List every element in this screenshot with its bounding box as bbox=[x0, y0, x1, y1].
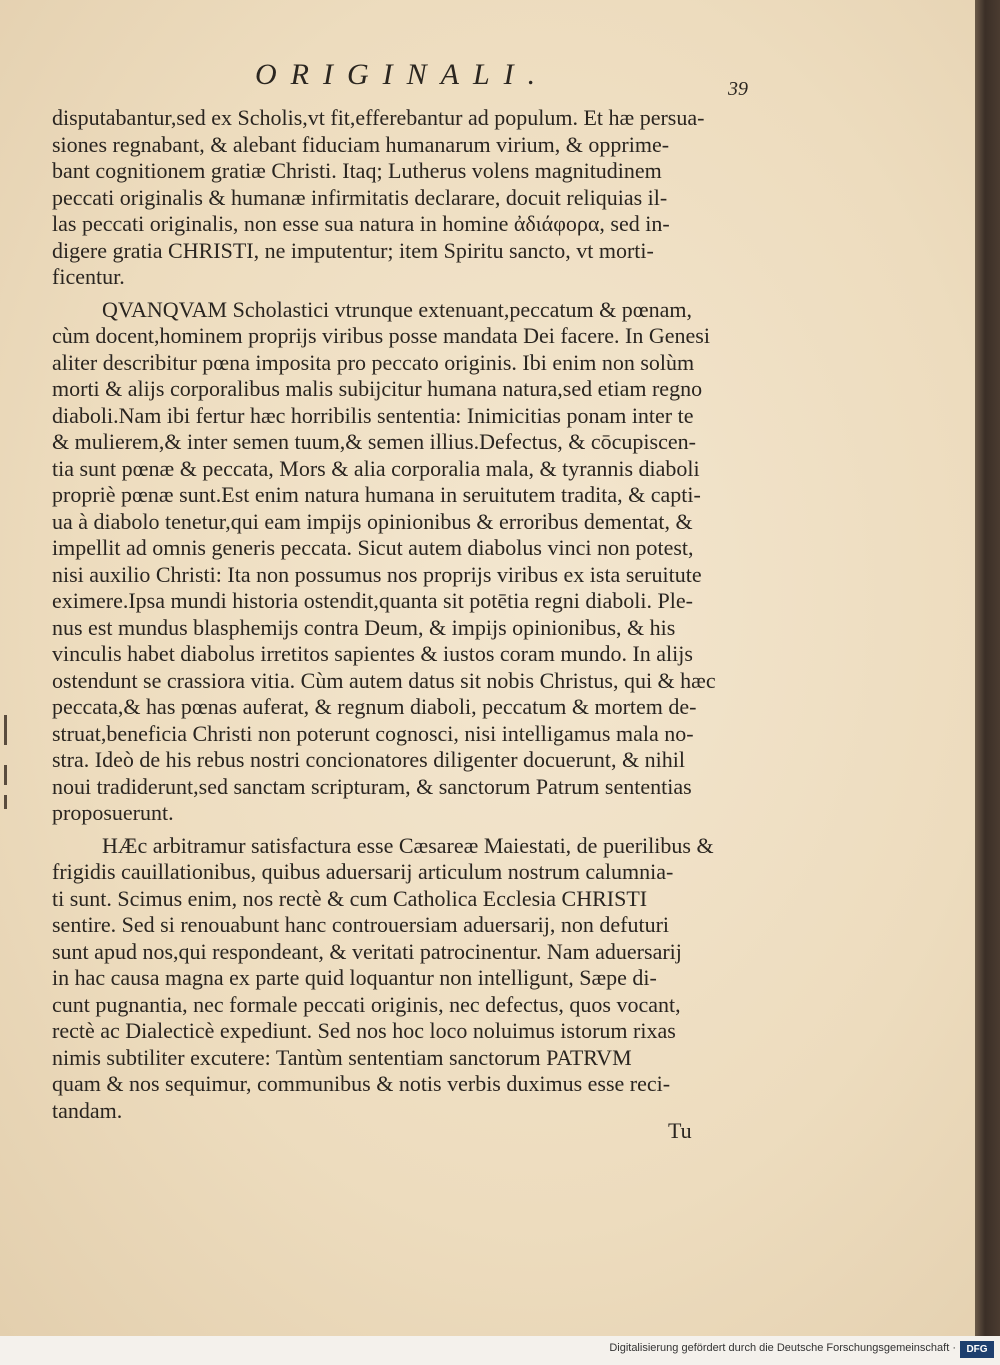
text-line: & mulierem,& inter semen tuum,& semen illius.Defectus, & cōcupiscen- bbox=[52, 429, 696, 454]
text-line: morti & alijs corporalibus malis subijcitur humana natura,sed etiam regno bbox=[52, 376, 703, 401]
text-line: bant cognitionem gratiæ Christi. Itaq; Lutherus volens magnitudinem bbox=[52, 158, 662, 183]
margin-mark bbox=[4, 715, 7, 745]
text-line: ficentur. bbox=[52, 264, 125, 289]
catchword: Tu bbox=[668, 1118, 692, 1143]
text-line: nisi auxilio Christi: Ita non possumus nos proprijs viribus ex ista seruitute bbox=[52, 561, 702, 587]
text-line: aliter describitur pœna imposita pro peccato originis. Ibi enim non solùm bbox=[52, 349, 695, 375]
text-line: HÆc arbitramur satisfactura esse Cæsareæ Maiestati, de puerilibus & bbox=[102, 832, 714, 858]
text-line: peccati originalis & humanæ infirmitatis declarare, docuit reliquias il- bbox=[52, 184, 668, 210]
text-line: siones regnabant, & alebant fiduciam humanarum virium, & opprime- bbox=[52, 131, 670, 157]
running-header: ORIGINALI. bbox=[255, 58, 550, 91]
text-line: diaboli.Nam ibi fertur hæc horribilis sententia: Inimicitias ponam inter te bbox=[52, 402, 694, 428]
footer-bar bbox=[0, 1336, 1000, 1365]
text-line: disputabantur,sed ex Scholis,vt fit,efferebantur ad populum. Et hæ persua- bbox=[52, 105, 705, 130]
page-number: 39 bbox=[728, 78, 748, 100]
text-line: stra. Ideò de his rebus nostri concionatores diligenter docuerunt, & nihil bbox=[52, 747, 685, 772]
text-line: cunt pugnantia, nec formale peccati originis, nec defectus, quos vocant, bbox=[52, 991, 681, 1017]
text-line: QVANQVAM Scholastici vtrunque extenuant,peccatum & pœnam, bbox=[102, 296, 693, 322]
text-line: in hac causa magna ex parte quid loquantur non intelligunt, Sæpe di- bbox=[52, 965, 657, 990]
text-line: tia sunt pœnæ & peccata, Mors & alia corporalia mala, & tyrannis diaboli bbox=[52, 455, 700, 481]
dfg-logo: DFG bbox=[960, 1341, 994, 1358]
footer-credit: Digitalisierung gefördert durch die Deutsche Forschungsgemeinschaft · bbox=[609, 1342, 956, 1354]
text-line: nimis subtiliter excutere: Tantùm sententiam sanctorum PATRVM bbox=[52, 1044, 632, 1070]
text-line: noui tradiderunt,sed sanctam scripturam, & sanctorum Patrum sententias bbox=[52, 773, 692, 799]
paragraph-3 bbox=[52, 833, 757, 1125]
body-text bbox=[52, 105, 757, 1124]
text-line: sunt apud nos,qui respondeant, & veritati patrocinentur. Nam aduersarij bbox=[52, 938, 682, 964]
text-line: peccata,& has pœnas auferat, & regnum diaboli, peccatum & mortem de- bbox=[52, 694, 697, 719]
margin-mark bbox=[4, 765, 7, 785]
text-line: tandam. bbox=[52, 1097, 123, 1123]
margin-mark bbox=[4, 795, 7, 809]
text-line: proposuerunt. bbox=[52, 800, 174, 825]
text-line: digere gratia CHRISTI, ne imputentur; item Spiritu sancto, vt morti- bbox=[52, 237, 654, 263]
text-line: impellit ad omnis generis peccata. Sicut autem diabolus vinci non potest, bbox=[52, 535, 694, 560]
text-line: ostendunt se crassiora vitia. Cùm autem datus sit nobis Christus, qui & hæc bbox=[52, 667, 716, 693]
text-line: ua à diabolo tenetur,qui eam impijs opinionibus & erroribus dementat, & bbox=[52, 508, 693, 534]
text-line: sentire. Sed si renouabunt hanc controuersiam aduersarij, non defuturi bbox=[52, 912, 670, 937]
text-line: struat,beneficia Christi non poterunt cognosci, nisi intelligamus mala no- bbox=[52, 720, 694, 746]
text-line: propriè pœnæ sunt.Est enim natura humana in seruitutem tradita, & capti- bbox=[52, 482, 701, 507]
text-line: eximere.Ipsa mundi historia ostendit,quanta sit potētia regni diaboli. Ple- bbox=[52, 588, 693, 613]
text-line: vinculis habet diabolus irretitos sapientes & iustos coram mundo. In alijs bbox=[52, 641, 693, 666]
text-line: cùm docent,hominem proprijs viribus posse mandata Dei facere. In Genesi bbox=[52, 323, 710, 348]
text-line: nus est mundus blasphemijs contra Deum, & impijs opinionibus, & his bbox=[52, 614, 676, 640]
text-line: ti sunt. Scimus enim, nos rectè & cum Catholica Ecclesia CHRISTI bbox=[52, 885, 648, 911]
text-line: las peccati originalis, non esse sua natura in homine ἀδιάφορα, sed in- bbox=[52, 211, 670, 236]
text-line: rectè ac Dialecticè expediunt. Sed nos hoc loco noluimus istorum rixas bbox=[52, 1018, 676, 1043]
book-binding-edge bbox=[975, 0, 1000, 1336]
text-line: quam & nos sequimur, communibus & notis verbis duximus esse reci- bbox=[52, 1071, 671, 1096]
paragraph-2 bbox=[52, 297, 757, 827]
text-line: frigidis cauillationibus, quibus aduersarij articulum nostrum calumnia- bbox=[52, 859, 674, 884]
paragraph-1 bbox=[52, 105, 757, 291]
